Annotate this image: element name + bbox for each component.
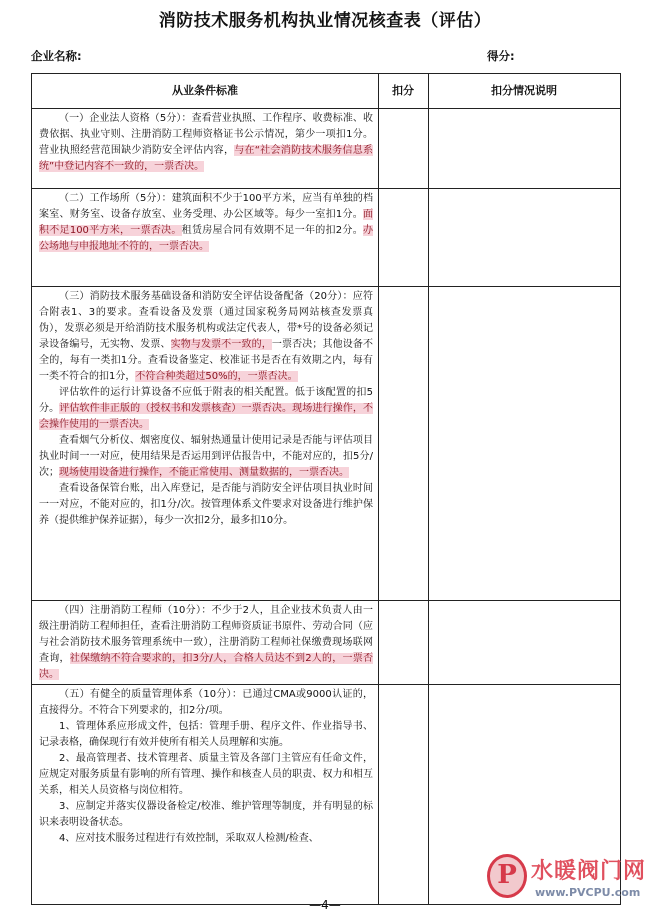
criteria-text: 查看烟气分析仪、烟密度仪、辐射热通量计使用记录是否能与评估项目执业时间一一对应，使用结果是否运用到评估报告中，不能对应的，扣5分/次； [39,435,373,478]
criteria-paragraph [39,603,373,683]
watermark-url: www.PVCPU.com [535,886,641,899]
criteria-paragraph [39,799,373,831]
criteria-paragraph [39,111,373,175]
page-number: —4— [309,898,341,912]
veto-highlight: 面积不足100平方米，一票否决。 [39,209,373,236]
criteria-paragraph [39,687,373,719]
assessment-table [31,73,621,905]
page-title: 消防技术服务机构执业情况核查表（评估） [158,11,492,31]
veto-highlight: 评估软件非正版的（授权书和发票核查）一票否决。现场进行操作，不会操作使用的一票否决。 [39,403,373,430]
header-criteria: 从业条件标准 [172,84,238,97]
criteria-text: 1、管理体系应形成文件，包括：管理手册、程序文件、作业指导书、记录表格，确保现行有效并使所有相关人员理解和实施。 [39,721,373,748]
criteria-text: （四）注册消防工程师（10分）：不少于2人，且企业技术负责人由一级注册消防工程师担任，查看注册消防工程师资质证书原件、劳动合同（应与社会消防技术服务管理系统中一致），注册消防工程师社保缴费现场联网查询， [39,605,373,664]
criteria-cell-2 [32,188,378,286]
column-divider [378,74,379,904]
criteria-paragraph [39,831,373,847]
criteria-text: （二）工作场所（5分）：建筑面积不少于100平方米，应当有单独的档案室、财务室、设备存放室、业务受理、办公区域等。每少一室扣1分。 [39,193,373,220]
criteria-cell-5 [32,684,378,904]
criteria-text: 查看设备保管台账，出入库登记，是否能与消防安全评估项目执业时间一一对应，不能对应的，扣1分/次。按管理体系文件要求对设备进行维护保养（提供维护保养证据），每少一次扣2分，最多扣10分。 [39,483,373,526]
criteria-paragraph [39,433,373,481]
criteria-text: 2、最高管理者、技术管理者、质量主管及各部门主管应有任命文件，应规定对服务质量有影响的所有管理、操作和核查人员的职责、权力和相互关系，相关人员资格与岗位相符。 [39,753,373,796]
company-name-label: 企业名称: [31,49,82,63]
criteria-text: （一）企业法人资格（5分）：查看营业执照、工作程序、收费标准、收费依据、执业守则、注册消防工程师资格证书公示情况，第少一项扣1分。营业执照经营范围缺少消防安全评估内容， [39,113,373,156]
criteria-text: 一票否决；其他设备不全的，每有一类扣1分。查看设备鉴定、校准证书是否在有效期之内，每有一类不符合的扣1分， [39,339,373,382]
column-divider [428,74,429,904]
criteria-cell-1 [32,108,378,188]
criteria-text: （五）有健全的质量管理体系（10分）：已通过CMA或9000认证的，直接得分。不符合下列要求的，扣2分/项。 [39,689,373,716]
veto-highlight: 现场使用设备进行操作，不能正常使用、测量数据的，一票否决。 [59,467,349,478]
criteria-text: （三）消防技术服务基础设备和消防安全评估设备配备（20分）：应符合附表1、3的要求。查看设备及发票（通过国家税务局网站核查发票真伪），发票必须是开给消防技术服务机构或法定代表人，带*号的设备必须记录设备编号，无实物、发票、 [39,291,373,350]
score-label: 得分: [487,49,515,63]
criteria-paragraph [39,191,373,255]
criteria-text: 3、应制定并落实仪器设备检定/校准、维护管理等制度，并有明显的标识来表明设备状态。 [39,801,373,828]
criteria-paragraph [39,751,373,799]
veto-highlight: 社保缴纳不符合要求的，扣3分/人，合格人员达不到2人的，一票否决。 [39,653,373,680]
criteria-cell-3 [32,286,378,600]
criteria-text: 评估软件的运行计算设备不应低于附表的相关配置。低于该配置的扣5分。 [39,387,373,414]
watermark-site-name: 水暖阀门网 [531,859,647,884]
criteria-paragraph [39,719,373,751]
criteria-paragraph [39,385,373,433]
criteria-text: 4、应对技术服务过程进行有效控制，采取双人检测/检查、 [59,833,319,844]
header-explanation: 扣分情况说明 [491,84,557,97]
veto-highlight: 不符合种类超过50%的，一票否决。 [135,371,298,382]
veto-highlight: 与在“社会消防技术服务信息系统”中登记内容不一致的，一票否决。 [39,145,373,172]
veto-highlight: 实物与发票不一致的， [170,339,272,350]
criteria-text: 租赁房屋合同有效期不足一年的扣2分。 [181,225,363,236]
criteria-paragraph [39,481,373,529]
criteria-paragraph [39,289,373,385]
header-deduction: 扣分 [392,84,414,97]
veto-highlight: 办公场地与申报地址不符的，一票否决。 [39,225,373,252]
criteria-cell-4 [32,600,378,684]
watermark-logo-icon: P [487,854,527,898]
